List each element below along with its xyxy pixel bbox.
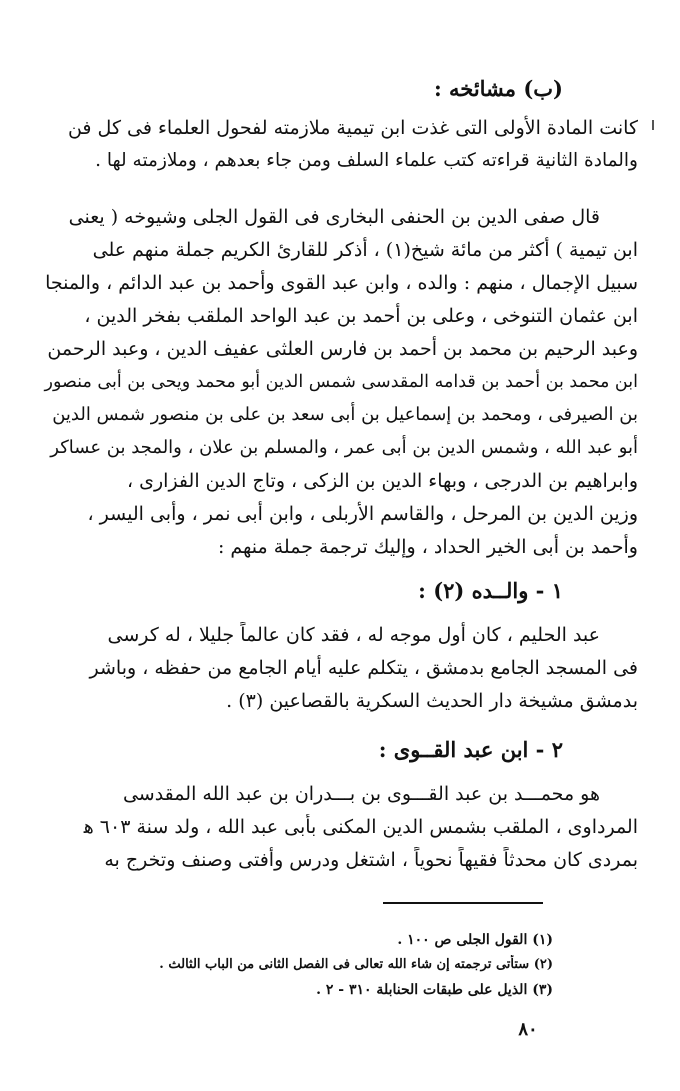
page-number: ٨٠ <box>518 1019 538 1040</box>
footnote-1: (١) القول الجلى ص ١٠٠ . <box>397 932 553 948</box>
margin-mark <box>652 120 654 130</box>
body-line-11: وأحمد بن أبى الخير الحداد ، وإليك ترجمة جملة منهم : <box>217 536 638 558</box>
body-line-8: أبو عبد الله ، وشمس الدين بن أبى عمر ، والمسلم بن علان ، والمجد بن عساكر <box>50 437 638 458</box>
section-heading: (ب) مشائخه : <box>433 76 563 101</box>
body-line-1: قال صفى الدين بن الحنفى البخارى فى القول الجلى وشيوخه ( يعنى <box>68 206 600 228</box>
sub2-line-1: هو محمـــد بن عبد القـــوى بن بـــدران بن عبد الله المقدسى <box>122 783 600 805</box>
footnote-separator <box>383 902 543 904</box>
body-line-10: وزين الدين بن المرحل ، والقاسم الأربلى ، وابن أبى نمر ، وأبى اليسر ، <box>87 503 638 525</box>
sub1-line-1: عبد الحليم ، كان أول موجه له ، فقد كان عالماً جليلا ، له كرسى <box>107 624 600 646</box>
body-line-3: سبيل الإجمال ، منهم : والده ، وابن عبد القوى وأحمد بن عبد الدائم ، والمنجا <box>45 272 638 294</box>
body-line-6: ابن محمد بن أحمد بن قدامه المقدسى شمس الدين أبو محمد ويحى بن أبى منصور <box>44 372 638 392</box>
sub2-line-3: بمردى كان محدثاً فقيهاً نحوياً ، اشتغل ودرس وأفتى وصنف وتخرج به <box>104 849 638 871</box>
footnote-2: (٢) ستأتى ترجمته إن شاء الله تعالى فى الفصل الثانى من الباب الثالث . <box>159 957 553 972</box>
subsection-2-heading: ٢ - ابن عبد القــوى : <box>378 737 563 762</box>
body-line-2: ابن تيمية ) أكثر من مائة شيخ(١) ، أذكر للقارئ الكريم جملة منهم على <box>92 239 638 261</box>
body-line-9: وابراهيم بن الدرجى ، وبهاء الدين بن الزكى ، وتاج الدين الفزارى ، <box>126 470 638 492</box>
subsection-1-heading: ١ - والــده (٢) : <box>418 578 563 603</box>
footnote-3: (٣) الذيل على طبقات الحنابلة ٣١٠ - ٢ . <box>316 982 553 998</box>
sub1-line-3: بدمشق مشيخة دار الحديث السكرية بالقصاعين (٣) . <box>226 690 638 712</box>
sub1-line-2: فى المسجد الجامع بدمشق ، يتكلم عليه أيام الجامع من حفظه ، وباشر <box>89 657 638 679</box>
body-line-4: ابن عثمان التنوخى ، وعلى بن أحمد بن عبد الواحد الملقب بفخر الدين ، <box>84 305 638 327</box>
body-line-7: بن الصيرفى ، ومحمد بن إسماعيل بن أبى سعد بن على بن منصور شمس الدين <box>52 404 638 425</box>
intro-line-1: كانت المادة الأولى التى غذت ابن تيمية ملازمته لفحول العلماء فى كل فن <box>67 117 638 139</box>
body-line-5: وعبد الرحيم بن محمد بن أحمد بن فارس العلثى عفيف الدين ، وعبد الرحمن <box>47 338 638 360</box>
intro-line-2: والمادة الثانية قراءته كتب علماء السلف ومن جاء بعدهم ، وملازمته لها . <box>95 150 638 171</box>
sub2-line-2: المرداوى ، الملقب بشمس الدين المكنى بأبى عبد الله ، ولد سنة ٦٠٣ ﻫ <box>83 816 638 838</box>
